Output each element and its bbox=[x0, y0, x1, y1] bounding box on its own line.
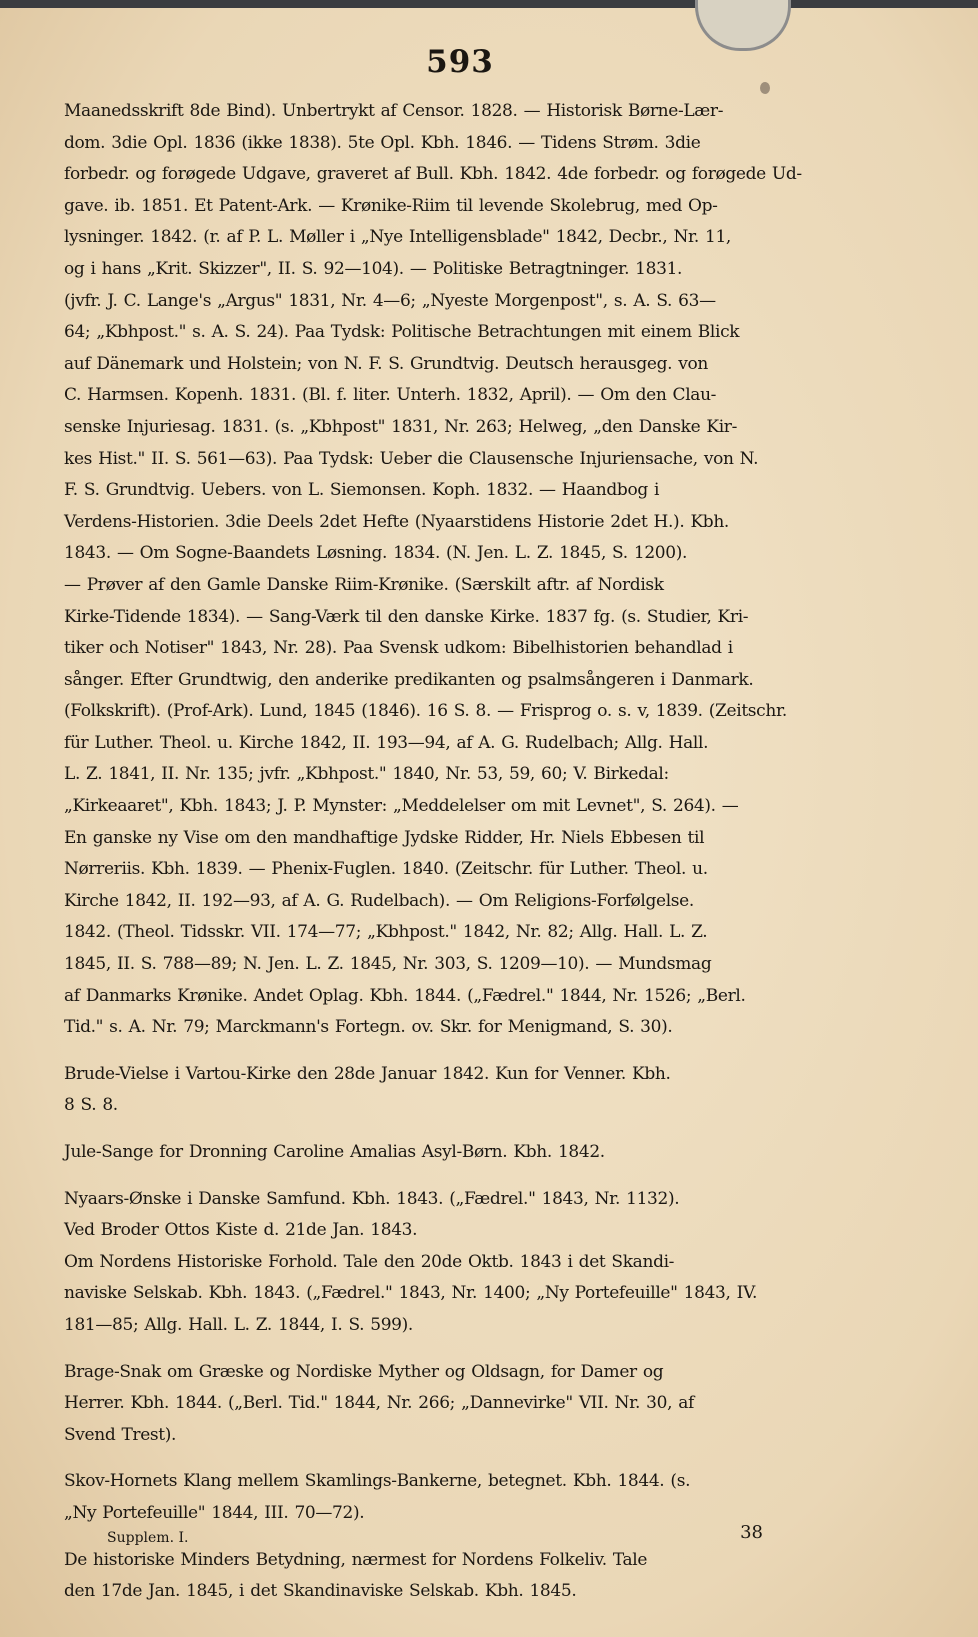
text-line: lysninger. 1842. (r. af P. L. Møller i „Nye Intelligensblade" 1842, Decbr., Nr. 11, bbox=[64, 227, 731, 248]
text-line: Kirke-Tidende 1834). — Sang-Værk til den danske Kirke. 1837 fg. (s. Studier, Kri- bbox=[64, 606, 749, 627]
text-line: Skov-Hornets Klang mellem Skamlings-Bankerne, betegnet. Kbh. 1844. (s. bbox=[64, 1471, 691, 1492]
footer-sheet-number: 38 bbox=[740, 1522, 763, 1543]
text-line: 64; „Kbhpost." s. A. S. 24). Paa Tydsk: Politische Betrachtungen mit einem Blick bbox=[64, 322, 740, 343]
text-line: Brude-Vielse i Vartou-Kirke den 28de Januar 1842. Kun for Venner. Kbh. bbox=[64, 1063, 671, 1084]
text-line: L. Z. 1841, II. Nr. 135; jvfr. „Kbhpost." 1840, Nr. 53, 59, 60; V. Birkedal: bbox=[64, 764, 669, 785]
text-line: Ved Broder Ottos Kiste d. 21de Jan. 1843. bbox=[64, 1220, 418, 1241]
text-line: De historiske Minders Betydning, nærmest for Nordens Folkeliv. Tale bbox=[64, 1549, 648, 1570]
scan-top-edge bbox=[0, 0, 978, 8]
text-line: Kirche 1842, II. 192—93, af A. G. Rudelbach). — Om Religions-Forfølgelse. bbox=[64, 890, 694, 911]
text-line: C. Harmsen. Kopenh. 1831. (Bl. f. liter. Unterh. 1832, April). — Om den Clau- bbox=[64, 385, 717, 406]
text-line: 1842. (Theol. Tidsskr. VII. 174—77; „Kbhpost." 1842, Nr. 82; Allg. Hall. L. Z. bbox=[64, 922, 708, 943]
text-line: af Danmarks Krønike. Andet Oplag. Kbh. 1844. („Fædrel." 1844, Nr. 1526; „Berl. bbox=[64, 985, 746, 1006]
text-line: Verdens-Historien. 3die Deels 2det Hefte (Nyaarstidens Historie 2det H.). Kbh. bbox=[64, 511, 729, 532]
text-line: 1845, II. S. 788—89; N. Jen. L. Z. 1845, Nr. 303, S. 1209—10). — Mundsmag bbox=[64, 954, 712, 975]
text-line: Brage-Snak om Græske og Nordiske Myther og Oldsagn, for Damer og bbox=[64, 1361, 664, 1382]
text-line: Nørreriis. Kbh. 1839. — Phenix-Fuglen. 1840. (Zeitschr. für Luther. Theol. u. bbox=[64, 859, 708, 880]
text-line: forbedr. og forøgede Udgave, graveret af Bull. Kbh. 1842. 4de forbedr. og forøgede Ud- bbox=[64, 164, 802, 185]
text-line: „Kirkeaaret", Kbh. 1843; J. P. Mynster: „Meddelelser om mit Levnet", S. 264). — bbox=[64, 796, 739, 817]
text-line: 1843. — Om Sogne-Baandets Løsning. 1834. (N. Jen. L. Z. 1845, S. 1200). bbox=[64, 543, 688, 564]
text-line: Tid." s. A. Nr. 79; Marckmann's Fortegn. ov. Skr. for Menigmand, S. 30). bbox=[64, 1017, 673, 1038]
text-line: tiker och Notiser" 1843, Nr. 28). Paa Svensk udkom: Bibelhistorien behandlad i bbox=[64, 638, 733, 659]
ink-smudge bbox=[760, 82, 770, 94]
text-line: kes Hist." II. S. 561—63). Paa Tydsk: Ueber die Clausensche Injuriensache, von N. bbox=[64, 448, 759, 469]
text-line: (Folkskrift). (Prof-Ark). Lund, 1845 (1846). 16 S. 8. — Frisprog o. s. v, 1839. (Zeitschr. bbox=[64, 701, 787, 722]
text-line: Om Nordens Historiske Forhold. Tale den 20de Oktb. 1843 i det Skandi- bbox=[64, 1251, 675, 1272]
text-line: senske Injuriesag. 1831. (s. „Kbhpost" 1831, Nr. 263; Helweg, „den Danske Kir- bbox=[64, 416, 737, 437]
text-line: og i hans „Krit. Skizzer", II. S. 92—104). — Politiske Betragtninger. 1831. bbox=[64, 258, 683, 279]
text-line: F. S. Grundtvig. Uebers. von L. Siemonsen. Koph. 1832. — Haandbog i bbox=[64, 480, 660, 501]
page-footer bbox=[107, 1522, 763, 1552]
text-line: Nyaars-Ønske i Danske Samfund. Kbh. 1843. („Fædrel." 1843, Nr. 1132). bbox=[64, 1188, 680, 1209]
page-number: 593 bbox=[426, 44, 494, 80]
text-line: naviske Selskab. Kbh. 1843. („Fædrel." 1843, Nr. 1400; „Ny Portefeuille" 1843, IV. bbox=[64, 1283, 758, 1304]
text-line: „Ny Portefeuille" 1844, III. 70—72). bbox=[64, 1502, 365, 1523]
text-line: Jule-Sange for Dronning Caroline Amalias Asyl-Børn. Kbh. 1842. bbox=[64, 1142, 605, 1162]
text-line: — Prøver af den Gamle Danske Riim-Krønike. (Særskilt aftr. af Nordisk bbox=[64, 574, 664, 595]
text-line: Herrer. Kbh. 1844. („Berl. Tid." 1844, Nr. 266; „Dannevirke" VII. Nr. 30, af bbox=[64, 1393, 694, 1414]
text-line: Svend Trest). bbox=[64, 1424, 177, 1445]
text-line: den 17de Jan. 1845, i det Skandinaviske Selskab. Kbh. 1845. bbox=[64, 1581, 577, 1602]
text-line: auf Dänemark und Holstein; von N. F. S. Grundtvig. Deutsch herausgeg. von bbox=[64, 353, 708, 374]
text-line: 181—85; Allg. Hall. L. Z. 1844, I. S. 599). bbox=[64, 1314, 413, 1335]
text-line: (jvfr. J. C. Lange's „Argus" 1831, Nr. 4—6; „Nyeste Morgenpost", s. A. S. 63— bbox=[64, 290, 716, 311]
text-line: für Luther. Theol. u. Kirche 1842, II. 193—94, af A. G. Rudelbach; Allg. Hall. bbox=[64, 732, 709, 753]
bibliography-text bbox=[64, 96, 886, 1608]
text-line: sånger. Efter Grundtwig, den anderike predikanten og psalmsångeren i Danmark. bbox=[64, 669, 754, 690]
text-line: En ganske ny Vise om den mandhaftige Jydske Ridder, Hr. Niels Ebbesen til bbox=[64, 827, 705, 848]
footer-signature: Supplem. I. bbox=[107, 1530, 189, 1546]
text-line: 8 S. 8. bbox=[64, 1095, 118, 1116]
text-line: dom. 3die Opl. 1836 (ikke 1838). 5te Opl. Kbh. 1846. — Tidens Strøm. 3die bbox=[64, 132, 701, 153]
text-line: gave. ib. 1851. Et Patent-Ark. — Krønike-Riim til levende Skolebrug, med Op- bbox=[64, 195, 718, 216]
text-line: Maanedsskrift 8de Bind). Unbertrykt af Censor. 1828. — Historisk Børne-Lær- bbox=[64, 101, 724, 121]
